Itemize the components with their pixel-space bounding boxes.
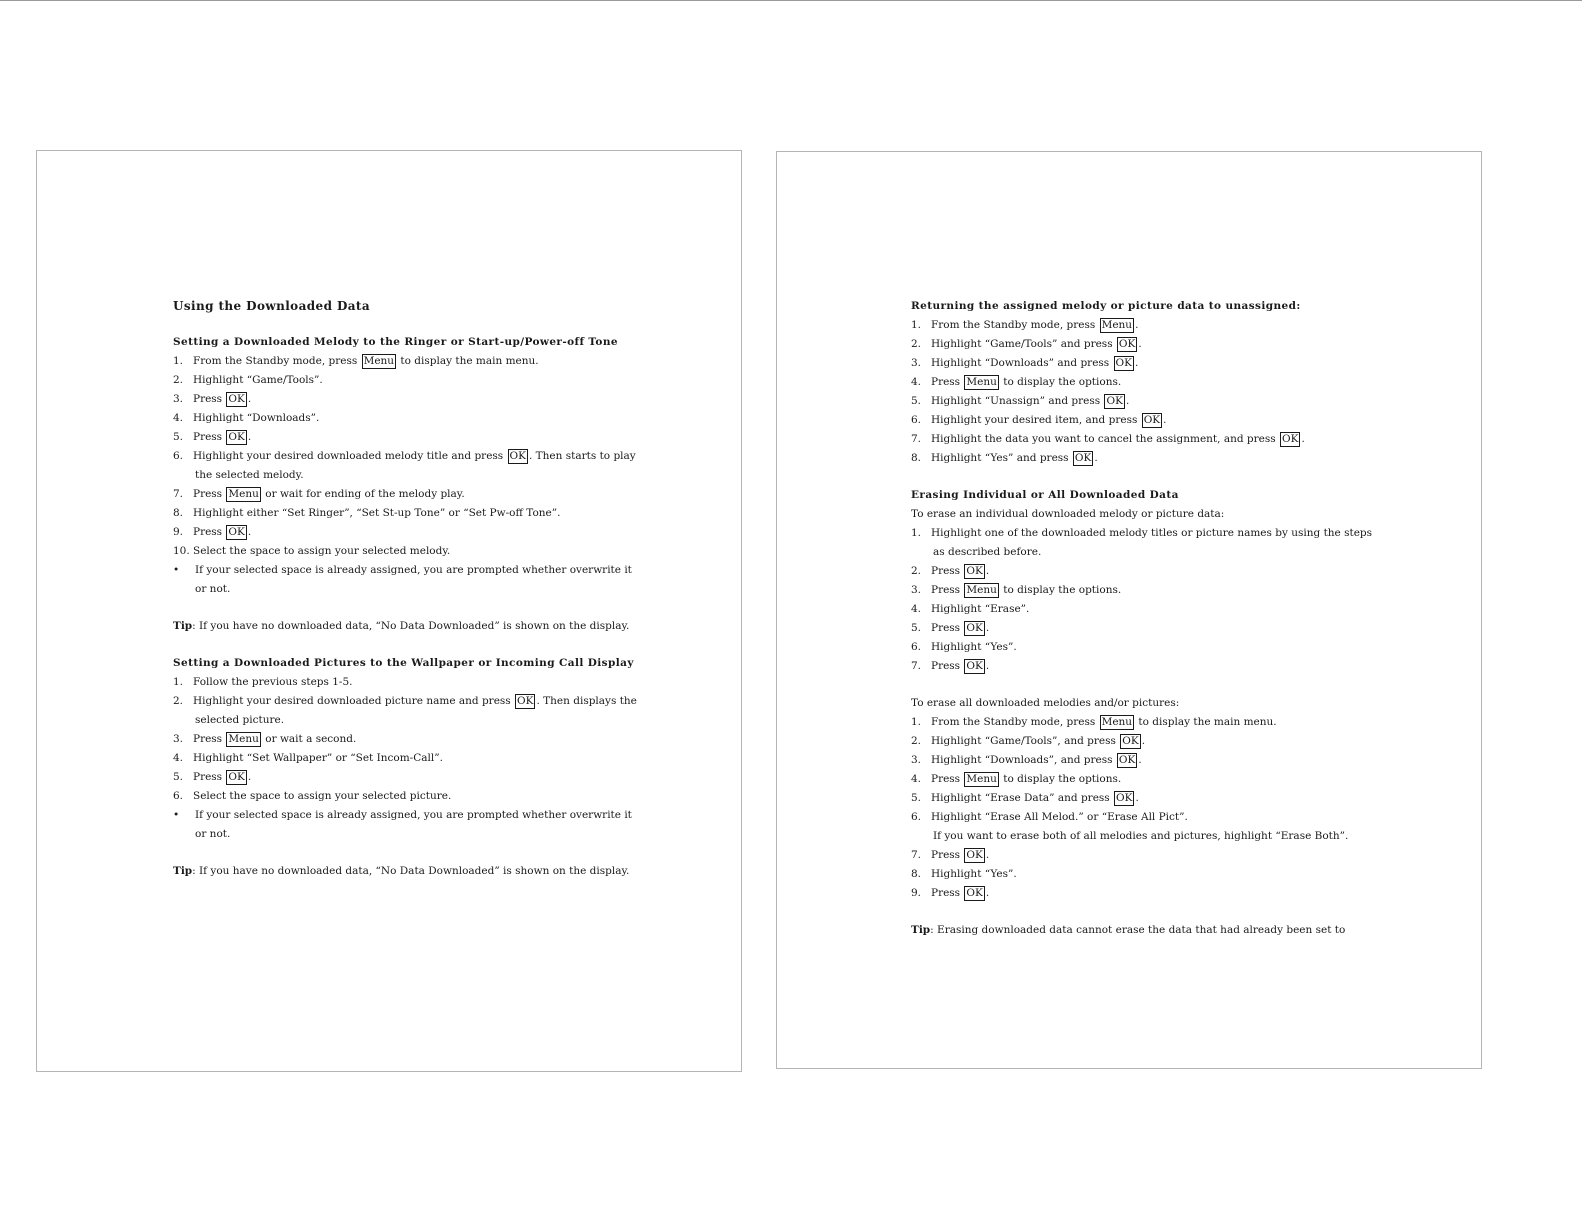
- step-text-tail: .: [985, 887, 990, 899]
- step-number: 5.: [911, 622, 922, 634]
- right-page: [776, 151, 1482, 1069]
- step-text-tail: .: [1163, 414, 1167, 426]
- menu-key-label: Menu: [228, 733, 259, 745]
- step-text-tail: .: [1134, 357, 1139, 369]
- left-page-content: [173, 297, 643, 881]
- bullet-note-continued: or not.: [195, 828, 231, 840]
- ok-key-label: OK: [966, 565, 983, 577]
- step-text-tail: .: [247, 771, 252, 783]
- step-text: Highlight your desired downloaded picture name and press: [193, 695, 515, 707]
- ok-key-label: OK: [509, 450, 526, 462]
- menu-key-label: Menu: [1101, 716, 1133, 728]
- step-item: [911, 392, 1381, 411]
- step-text: Press: [931, 622, 964, 634]
- step-number: 9.: [911, 887, 922, 899]
- step-item: [173, 768, 643, 787]
- step-text: Highlight either “Set Ringer”, “Set St-up Tone” or “Set Pw-off Tone”.: [193, 507, 561, 519]
- ok-key-label: OK: [1122, 735, 1139, 747]
- ok-key-label: OK: [966, 660, 983, 672]
- step-text-tail: .: [985, 849, 990, 861]
- step-number: 4.: [911, 603, 922, 615]
- step-item: [911, 789, 1381, 808]
- ok-key-label: OK: [228, 431, 245, 443]
- step-text: Highlight “Erase Data” and press: [931, 792, 1114, 804]
- ok-key-label: OK: [1106, 395, 1123, 407]
- step-item-continued: [173, 466, 643, 485]
- step-text-tail: .: [247, 431, 252, 443]
- step-number: 9.: [173, 526, 184, 538]
- step-text: Select the space to assign your selected melody.: [193, 545, 451, 557]
- step-number: 3.: [911, 754, 922, 766]
- section-heading-unassign: Returning the assigned melody or picture data to unassigned:: [911, 300, 1301, 312]
- step-text: selected picture.: [195, 714, 285, 726]
- step-text-tail: . Then starts to play: [528, 450, 636, 462]
- step-item: [173, 692, 643, 711]
- step-item: [173, 447, 643, 466]
- picture-steps-list: [173, 673, 643, 806]
- step-item: [911, 581, 1381, 600]
- step-text: the selected melody.: [195, 469, 304, 481]
- step-text: Press: [931, 584, 964, 596]
- step-text: Press: [193, 771, 226, 783]
- step-item: [911, 524, 1381, 543]
- step-item: [911, 865, 1381, 884]
- step-text: From the Standby mode, press: [931, 319, 1099, 331]
- step-text: Press: [193, 431, 226, 443]
- step-text-tail: to display the options.: [999, 773, 1122, 785]
- step-text: Highlight “Erase All Melod.” or “Erase All Pict”.: [931, 811, 1188, 823]
- step-item-continued: [911, 543, 1381, 562]
- step-text-tail: .: [1141, 735, 1146, 747]
- step-text-tail: .: [1135, 319, 1139, 331]
- menu-key-label: Menu: [228, 488, 259, 500]
- step-item: [911, 354, 1381, 373]
- step-text: Highlight “Downloads”, and press: [931, 754, 1116, 766]
- ok-key-label: OK: [966, 887, 983, 899]
- step-number: 1.: [911, 319, 922, 331]
- step-item: [911, 335, 1381, 354]
- step-number: 4.: [173, 412, 184, 424]
- step-text: From the Standby mode, press: [193, 355, 361, 367]
- step-text: Press: [931, 773, 964, 785]
- ok-key-label: OK: [1143, 414, 1161, 426]
- unassign-steps-list: [911, 316, 1381, 468]
- step-number: 2.: [173, 695, 184, 707]
- step-number: 1.: [173, 676, 184, 688]
- step-number: 1.: [911, 527, 922, 539]
- step-text-tail: to display the main menu.: [397, 355, 539, 367]
- step-item: [173, 542, 643, 561]
- step-item: [911, 316, 1381, 335]
- step-item: [911, 713, 1381, 732]
- bullet-note: • If your selected space is already assigned, you are prompted whether overwrite it: [173, 564, 632, 576]
- step-text-tail: to display the main menu.: [1135, 716, 1277, 728]
- section-heading-pictures: Setting a Downloaded Pictures to the Wallpaper or Incoming Call Display: [173, 657, 634, 669]
- ok-key-label: OK: [1074, 452, 1092, 464]
- step-text: Highlight “Game/Tools” and press: [931, 338, 1116, 350]
- ok-key-label: OK: [1281, 433, 1299, 445]
- step-number: 7.: [911, 660, 922, 672]
- step-item: [173, 673, 643, 692]
- step-text: Highlight one of the downloaded melody titles or picture names by using the steps: [931, 527, 1373, 539]
- step-text: Highlight “Yes”.: [931, 641, 1017, 653]
- step-number: 6.: [911, 811, 922, 823]
- step-item: [911, 732, 1381, 751]
- step-text-tail: .: [247, 393, 252, 405]
- step-text: Press: [193, 526, 226, 538]
- step-text: Highlight “Erase”.: [931, 603, 1030, 615]
- step-item: [173, 352, 643, 371]
- step-text-tail: .: [985, 660, 990, 672]
- step-item: [911, 657, 1381, 676]
- step-text-tail: .: [1138, 338, 1142, 350]
- step-text-tail: or wait a second.: [261, 733, 357, 745]
- step-number: 2.: [173, 374, 184, 386]
- step-text-tail: .: [985, 565, 990, 577]
- step-number: 7.: [911, 433, 922, 445]
- step-text: Follow the previous steps 1-5.: [193, 676, 353, 688]
- step-item: [911, 808, 1381, 827]
- step-number: 8.: [911, 452, 922, 464]
- step-number: 6.: [911, 641, 922, 653]
- step-item: [173, 787, 643, 806]
- step-text: From the Standby mode, press: [931, 716, 1099, 728]
- step-number: 8.: [911, 868, 922, 880]
- step-text: Press: [931, 887, 964, 899]
- step-number: 2.: [911, 735, 922, 747]
- step-text: Press: [193, 733, 226, 745]
- step-number: 3.: [173, 733, 184, 745]
- step-text-tail: .: [1094, 452, 1098, 464]
- step-item: [911, 562, 1381, 581]
- step-item: [911, 751, 1381, 770]
- step-text-tail: . Then displays the: [536, 695, 637, 707]
- step-text: Highlight “Downloads”.: [193, 412, 320, 424]
- step-number: 10.: [173, 545, 190, 557]
- step-text: Highlight “Downloads” and press: [931, 357, 1113, 369]
- step-item: [911, 430, 1381, 449]
- step-text: Highlight “Game/Tools”, and press: [931, 735, 1120, 747]
- bullet-note-continued: or not.: [195, 583, 231, 595]
- step-text: Highlight “Yes” and press: [931, 452, 1072, 464]
- ok-key-label: OK: [1115, 357, 1132, 369]
- melody-steps-list: [173, 352, 643, 561]
- step-number: 3.: [911, 584, 922, 596]
- step-text-tail: or wait for ending of the melody play.: [261, 488, 465, 500]
- erase-individual-steps-list: [911, 524, 1381, 676]
- ok-key-label: OK: [1118, 338, 1136, 350]
- ok-key-label: OK: [1118, 754, 1136, 766]
- step-item: [173, 749, 643, 768]
- page-title: Using the Downloaded Data: [173, 299, 371, 313]
- step-item: [911, 846, 1381, 865]
- menu-key-label: Menu: [1101, 319, 1133, 331]
- step-number: 6.: [173, 450, 184, 462]
- scan-top-edge: [0, 0, 1582, 1]
- step-number: 5.: [911, 395, 922, 407]
- step-number: 5.: [173, 431, 184, 443]
- step-text: Press: [931, 376, 964, 388]
- step-text-tail: to display the options.: [999, 584, 1122, 596]
- step-text-tail: to display the options.: [999, 376, 1122, 388]
- bullet-note: • If your selected space is already assigned, you are prompted whether overwrite it: [173, 809, 632, 821]
- step-number: 4.: [911, 376, 922, 388]
- step-number: 4.: [173, 752, 184, 764]
- step-item: [173, 428, 643, 447]
- ok-key-label: OK: [228, 526, 245, 538]
- erase-individual-intro: To erase an individual downloaded melody or picture data:: [911, 508, 1225, 520]
- step-number: 7.: [173, 488, 184, 500]
- step-item-continued: [911, 827, 1381, 846]
- step-item-continued: [173, 711, 643, 730]
- step-item: [173, 485, 643, 504]
- menu-key-label: Menu: [363, 355, 395, 367]
- step-text: Press: [931, 565, 964, 577]
- step-item: [173, 504, 643, 523]
- step-item: [173, 730, 643, 749]
- ok-key-label: OK: [517, 695, 534, 707]
- step-text-tail: .: [1138, 754, 1142, 766]
- step-text: as described before.: [933, 546, 1042, 558]
- section-heading-erase: Erasing Individual or All Downloaded Data: [911, 489, 1179, 501]
- step-text: Highlight “Set Wallpaper” or “Set Incom-Call”.: [193, 752, 443, 764]
- ok-key-label: OK: [966, 622, 983, 634]
- erase-all-steps-list: [911, 713, 1381, 903]
- step-item: [911, 638, 1381, 657]
- step-text: Press: [193, 393, 226, 405]
- step-item: [911, 884, 1381, 903]
- step-item: [173, 371, 643, 390]
- step-text: Select the space to assign your selected picture.: [193, 790, 452, 802]
- step-number: 4.: [911, 773, 922, 785]
- step-item: [911, 373, 1381, 392]
- tip-note: Tip: Erasing downloaded data cannot erase the data that had already been set to: [911, 924, 1346, 936]
- step-text-tail: .: [247, 526, 252, 538]
- step-number: 7.: [911, 849, 922, 861]
- step-number: 3.: [911, 357, 922, 369]
- step-text-tail: .: [1125, 395, 1130, 407]
- tip-note: Tip: If you have no downloaded data, “No Data Downloaded” is shown on the display.: [173, 865, 630, 877]
- step-text: If you want to erase both of all melodies and pictures, highlight “Erase Both”.: [933, 830, 1349, 842]
- step-number: 8.: [173, 507, 184, 519]
- ok-key-label: OK: [966, 849, 983, 861]
- erase-all-intro: To erase all downloaded melodies and/or pictures:: [911, 697, 1180, 709]
- step-text: Highlight your desired downloaded melody title and press: [193, 450, 507, 462]
- step-text: Press: [193, 488, 226, 500]
- step-item: [173, 409, 643, 428]
- menu-key-label: Menu: [966, 584, 997, 596]
- step-number: 6.: [911, 414, 922, 426]
- menu-key-label: Menu: [966, 376, 997, 388]
- step-item: [911, 411, 1381, 430]
- step-text-tail: .: [1301, 433, 1305, 445]
- step-item: [911, 449, 1381, 468]
- step-text: Highlight the data you want to cancel the assignment, and press: [931, 433, 1279, 445]
- step-item: [911, 619, 1381, 638]
- step-item: [173, 523, 643, 542]
- left-page: [36, 150, 742, 1072]
- step-text: Highlight “Yes”.: [931, 868, 1017, 880]
- step-item: [173, 390, 643, 409]
- step-number: 3.: [173, 393, 184, 405]
- menu-key-label: Menu: [966, 773, 997, 785]
- step-number: 5.: [911, 792, 922, 804]
- section-heading-melody: Setting a Downloaded Melody to the Ringer or Start-up/Power-off Tone: [173, 336, 618, 348]
- step-text: Highlight “Game/Tools”.: [193, 374, 323, 386]
- ok-key-label: OK: [1116, 792, 1133, 804]
- tip-note: Tip: If you have no downloaded data, “No Data Downloaded” is shown on the display.: [173, 620, 630, 632]
- step-text: Press: [931, 660, 964, 672]
- step-item: [911, 770, 1381, 789]
- right-page-content: [911, 297, 1381, 940]
- step-number: 2.: [911, 338, 922, 350]
- step-text: Highlight your desired item, and press: [931, 414, 1141, 426]
- step-number: 5.: [173, 771, 184, 783]
- ok-key-label: OK: [228, 393, 245, 405]
- ok-key-label: OK: [228, 771, 245, 783]
- step-number: 1.: [173, 355, 184, 367]
- step-text: Press: [931, 849, 964, 861]
- step-number: 2.: [911, 565, 922, 577]
- step-text: Highlight “Unassign” and press: [931, 395, 1104, 407]
- step-number: 1.: [911, 716, 922, 728]
- step-text-tail: .: [1135, 792, 1139, 804]
- step-text-tail: .: [985, 622, 990, 634]
- step-item: [911, 600, 1381, 619]
- step-number: 6.: [173, 790, 184, 802]
